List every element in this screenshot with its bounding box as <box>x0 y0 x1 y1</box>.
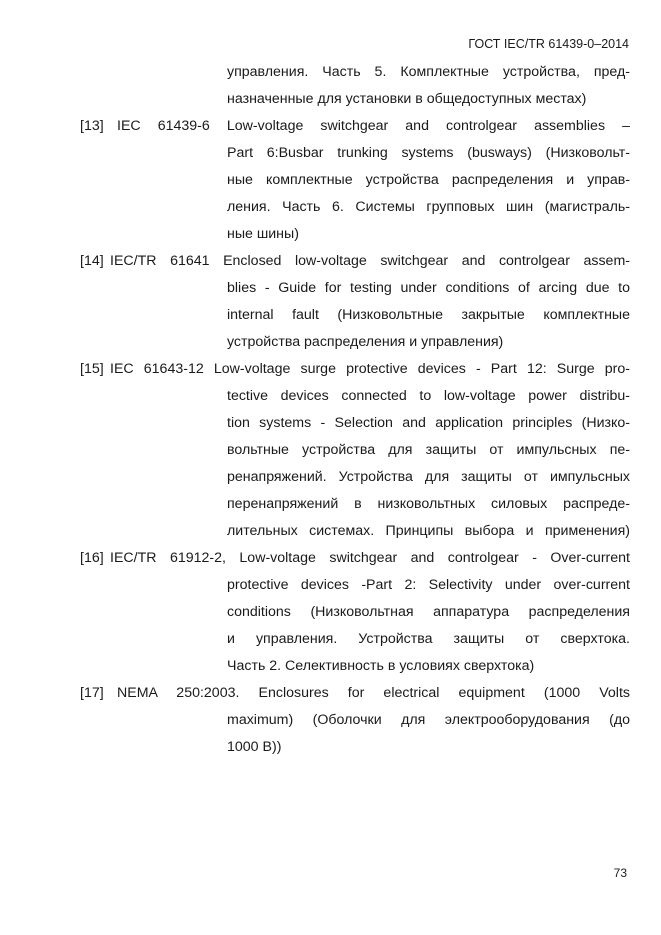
ref-line: ные комплектные устройства распределения и управ- <box>227 172 630 188</box>
page-number: 73 <box>613 866 627 880</box>
ref-line: maximum) (Оболочки для электрооборудования (до <box>227 712 630 728</box>
ref-number: [16] <box>80 550 104 566</box>
ref-line: ренапряжений. Устройства для защиты от импульсных <box>227 469 630 485</box>
ref-first-line: IEC/TR 61912-2, Low-voltage switchgear and controlgear - Over-current <box>110 550 630 566</box>
ref-line: устройства распределения и управления) <box>227 334 504 350</box>
ref-number: [17] <box>80 685 104 701</box>
ref-line: лительных системах. Принципы выбора и применения) <box>227 523 630 539</box>
document-header: ГОСТ IEC/TR 61439-0–2014 <box>468 37 629 51</box>
ref-line: protective devices -Part 2: Selectivity under over-current <box>227 577 630 593</box>
ref-first-line: NEMA 250:2003. Enclosures for electrical equipment (1000 Volts <box>117 685 630 701</box>
ref-line: ления. Часть 6. Системы групповых шин (магистраль- <box>227 199 630 215</box>
ref-line: ные шины) <box>227 226 299 242</box>
ref-line: tective devices connected to low-voltage power distribu- <box>227 388 630 404</box>
ref-line: Часть 2. Селективность в условиях сверхтока) <box>227 658 535 674</box>
continuation-line: назначенные для установки в общедоступных местах) <box>227 91 587 107</box>
ref-first-line: IEC 61643-12 Low-voltage surge protective devices - Part 12: Surge pro- <box>110 361 630 377</box>
ref-line: blies - Guide for testing under conditions of arcing due to <box>227 280 630 296</box>
ref-line: вольтные устройства для защиты от импульсных пе- <box>227 442 630 458</box>
ref-line: internal fault (Низковольтные закрытые комплектные <box>227 307 630 323</box>
ref-line: и управления. Устройства защиты от сверхтока. <box>227 631 630 647</box>
ref-number: [13] <box>80 118 104 134</box>
ref-number: [14] <box>80 253 104 269</box>
ref-first-line: IEC/TR 61641 Enclosed low-voltage switchgear and controlgear assem- <box>110 253 630 269</box>
ref-line: tion systems - Selection and application principles (Низко- <box>227 415 630 431</box>
ref-line: перенапряжений в низковольтных силовых распреде- <box>227 496 630 512</box>
ref-line: Part 6:Busbar trunking systems (busways) (Низковольт- <box>227 145 630 161</box>
ref-line: 1000 В)) <box>227 739 282 755</box>
continuation-line: управления. Часть 5. Комплектные устройства, пред- <box>227 64 630 80</box>
ref-first-line: IEC 61439-6 Low-voltage switchgear and controlgear assemblies – <box>117 118 630 134</box>
ref-line: conditions (Низковольтная аппаратура распределения <box>227 604 630 620</box>
ref-number: [15] <box>80 361 104 377</box>
